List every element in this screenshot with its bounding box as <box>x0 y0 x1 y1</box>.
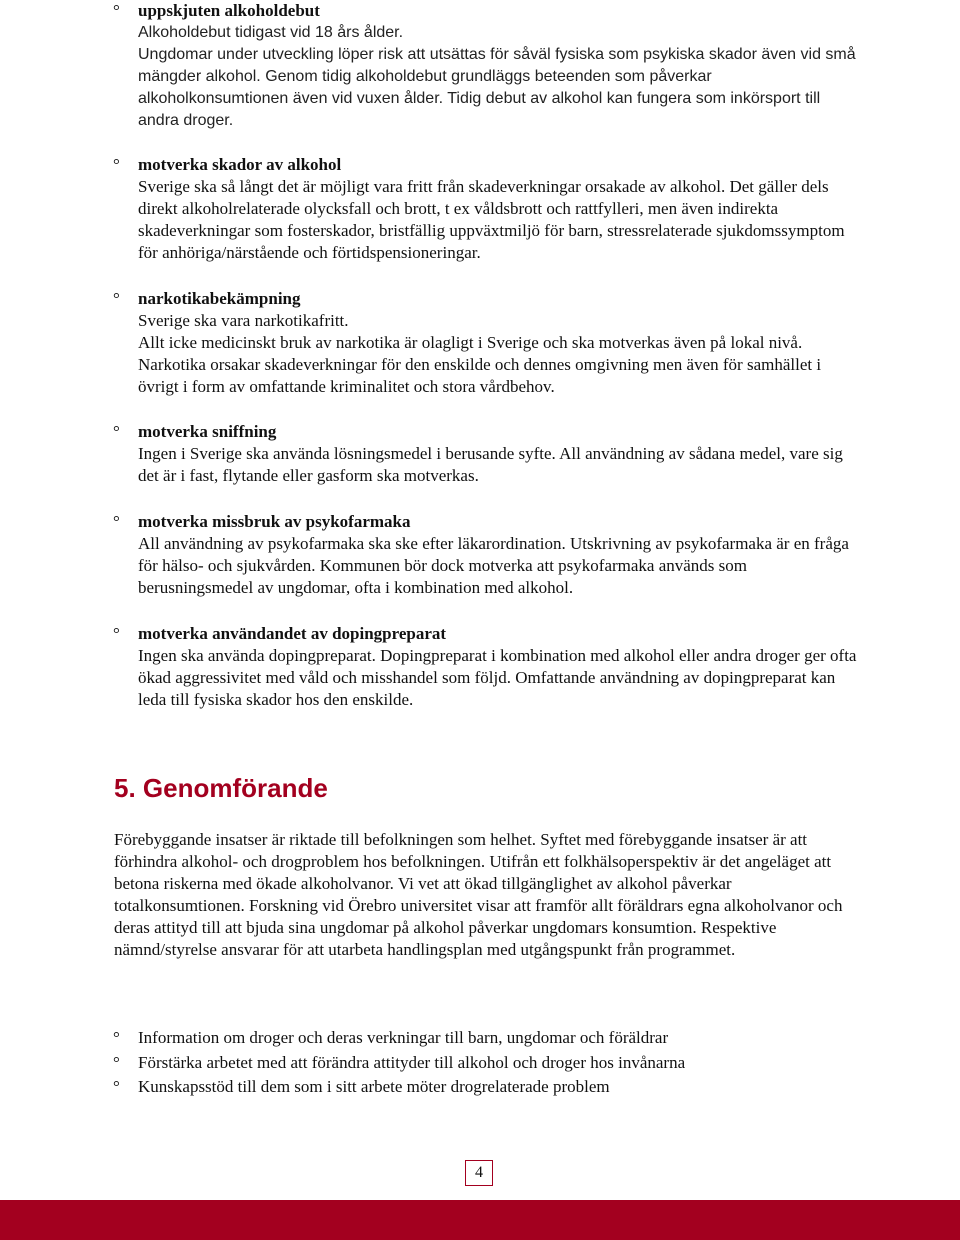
goal-item-text: Alkoholdebut tidigast vid 18 års ålder. <box>138 24 404 41</box>
bullet-icon: ° <box>113 1028 120 1047</box>
goal-item-text: All användning av psykofarmaka ska ske efter läkarordination. Utskrivning av psykofarmaka är en fråga för hälso- och sjukvården. Kommunen bör dock motverka att psykofarmaka används som berusningsmedel av ungdomar, ofta i kombination med alkohol. <box>138 534 849 597</box>
goal-item-body <box>138 0 858 132</box>
section-paragraph: Förebyggande insatser är riktade till befolkningen som helhet. Syftet med förebyggande insatser är att förhindra alkohol- och drogproblem hos befolkningen. Utifrån ett folkhälsoperspektiv är det angeläget att betona riskerna med ökade alkoholvanor. Vi vet att ökad tillgänglighet av alkohol påverkar totalkonsumtionen. Forskning vid Örebro universitet visar att framför allt föräldrars egna alkoholvanor och deras attityd till att bjuda sina ungdomar på alkohol påverkar ungdomars konsumtion. Respektive nämnd/styrelse ansvarar för att utarbeta handlingsplan med utgångspunkt från programmet. <box>114 830 843 959</box>
bullet-icon: ° <box>113 289 120 308</box>
section-heading: 5. Genomförande <box>114 773 328 803</box>
bullet-icon: ° <box>113 1053 120 1072</box>
footer-bar <box>0 1200 960 1240</box>
page-number: 4 <box>465 1160 493 1186</box>
goal-item-text: Ungdomar under utveckling löper risk att utsättas för såväl fysiska som psykiska skador även vid små mängder alkohol. Genom tidig alkoholdebut grundläggs beteenden som påverkar alkoholkonsumtionen även vid vuxen ålder. Tidig debut av alkohol kan fungera som inkörsport till andra droger. <box>138 46 856 129</box>
bullet-icon: ° <box>113 1077 120 1096</box>
goal-item-title: uppskjuten alkoholdebut <box>138 1 320 20</box>
bullet-icon: ° <box>113 624 120 643</box>
goal-item-title: motverka skador av alkohol <box>138 155 342 174</box>
list-item-text: Information om droger och deras verkningar till barn, ungdomar och föräldrar <box>138 1028 669 1047</box>
goal-item-title: motverka användandet av dopingpreparat <box>138 624 447 643</box>
goal-item-body <box>138 421 858 487</box>
goal-item-text: Ingen i Sverige ska använda lösningsmedel i berusande syfte. All användning av sådana medel, vare sig det är i fast, flytande eller gasform ska motverkas. <box>138 444 843 485</box>
goal-item-text: Ingen ska använda dopingpreparat. Dopingpreparat i kombination med alkohol eller andra droger ger ofta ökad aggressivitet med våld och misshandel som följd. Omfattande användning av dopingpreparat kan leda till fysiska skador hos den enskilde. <box>138 646 857 709</box>
goal-item-body <box>138 623 858 711</box>
list-item-text: Kunskapsstöd till dem som i sitt arbete möter drogrelaterade problem <box>138 1077 610 1096</box>
bullet-icon: ° <box>113 422 120 441</box>
bullet-icon: ° <box>113 1 120 20</box>
goal-item-body <box>138 511 858 599</box>
goal-item-text: Allt icke medicinskt bruk av narkotika är olagligt i Sverige och ska motverkas även på lokal nivå. Narkotika orsakar skadeverkningar för den enskilde och dennes omgivning men även för samhället i övrigt i form av omfattande kriminalitet och stora vårdbehov. <box>138 333 822 396</box>
goal-item-title: narkotikabekämpning <box>138 289 301 308</box>
goal-item-title: motverka missbruk av psykofarmaka <box>138 512 411 531</box>
goal-item-title: motverka sniffning <box>138 422 277 441</box>
goal-item-text: Sverige ska så långt det är möjligt vara fritt från skadeverkningar orsakade av alkohol. Det gäller dels direkt alkoholrelaterade olycksfall och brott, t ex våldsbrott och rattfylleri, men även indirekta skadeverkningar som fosterskador, bristfällig uppväxtmiljö för barn, stressrelaterade sjukdomssymptom för anhöriga/närstående och förtidspensioneringar. <box>138 177 845 262</box>
goal-item-body <box>138 154 858 264</box>
goal-item-text: Sverige ska vara narkotikafritt. <box>138 311 349 330</box>
list-item-text: Förstärka arbetet med att förändra attityder till alkohol och droger hos invånarna <box>138 1053 686 1072</box>
bullet-icon: ° <box>113 155 120 174</box>
bullet-icon: ° <box>113 512 120 531</box>
goal-item-body <box>138 288 858 398</box>
